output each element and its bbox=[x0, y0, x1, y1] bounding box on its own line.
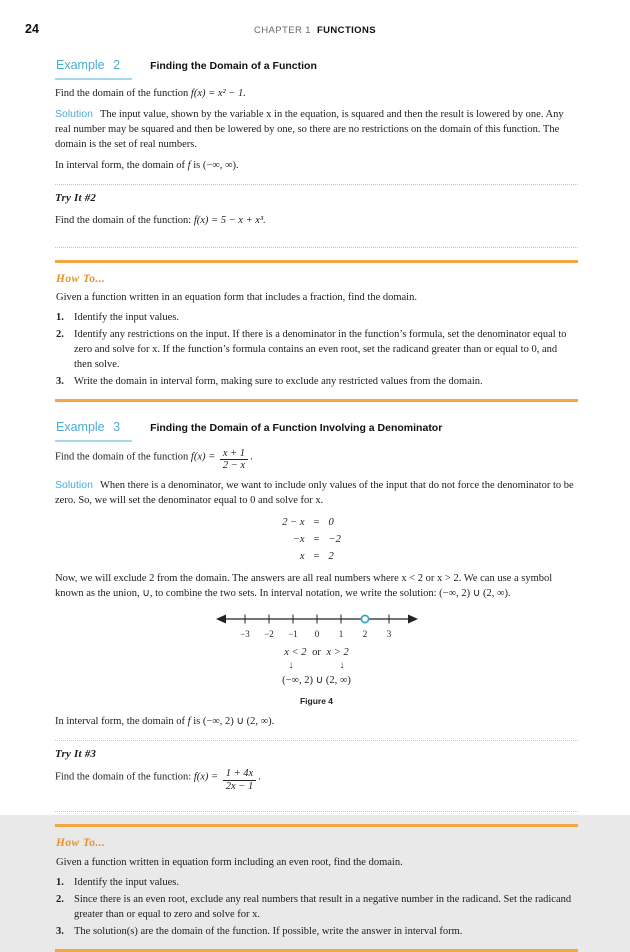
how-to-box-even-root bbox=[55, 824, 578, 951]
problem-formula: f(x) = x² − 1. bbox=[190, 87, 246, 99]
how-to-intro: Given a function written in an equation form that includes a fraction, find the domain. bbox=[56, 292, 417, 304]
problem-formula-lead: f(x) = bbox=[190, 451, 216, 463]
page-number: 24 bbox=[25, 22, 39, 36]
down-arrow-icon: ↓ bbox=[288, 660, 294, 672]
how-to-step bbox=[56, 374, 577, 389]
dotted-divider bbox=[55, 811, 578, 812]
tick-label: 3 bbox=[386, 629, 391, 640]
chapter-heading bbox=[0, 25, 630, 36]
step-text: Identify the input values. bbox=[74, 876, 179, 888]
chapter-title: FUNCTIONS bbox=[316, 25, 376, 36]
step-number: 3. bbox=[56, 925, 64, 937]
step-number: 1. bbox=[56, 312, 64, 324]
tick-label: −1 bbox=[287, 629, 298, 640]
open-point-marker bbox=[361, 616, 368, 623]
how-to-label: How To... bbox=[56, 837, 106, 850]
right-arrowhead bbox=[408, 615, 418, 624]
fraction bbox=[220, 448, 248, 472]
step-number: 2. bbox=[56, 893, 64, 905]
page-header bbox=[0, 0, 630, 36]
page-content bbox=[55, 57, 578, 952]
tick-label: −3 bbox=[239, 629, 250, 640]
step-text: Write the domain in interval form, making sure to exclude any restricted values from the domain. bbox=[74, 376, 483, 388]
fraction bbox=[223, 768, 257, 792]
how-to-steps bbox=[56, 875, 577, 939]
how-to-step bbox=[56, 924, 577, 939]
step-text: Identify the input values. bbox=[74, 312, 179, 324]
fraction-denominator: 2x − 1 bbox=[225, 780, 254, 792]
equation-row: x = 2 bbox=[299, 550, 334, 562]
example-label: Example 2 bbox=[55, 57, 132, 80]
how-to-steps bbox=[56, 310, 577, 389]
tick-label: 0 bbox=[314, 629, 319, 640]
how-to-step bbox=[56, 875, 577, 890]
equation-row: 2 − x = 0 bbox=[282, 517, 334, 528]
figure-caption: Figure 4 bbox=[299, 696, 334, 707]
tick-label: 2 bbox=[362, 629, 367, 640]
fraction-numerator: x + 1 bbox=[220, 448, 248, 461]
how-to-intro: Given a function written in equation form including an even root, find the domain. bbox=[56, 856, 403, 868]
try-it-heading: Try It #3 bbox=[55, 747, 97, 760]
fraction-numerator: 1 + 4x bbox=[223, 768, 257, 781]
example-title: Finding the Domain of a Function bbox=[150, 60, 317, 72]
example-3-heading bbox=[55, 419, 578, 442]
problem-statement: Find the domain of the function f(x) = $\frac{x + 1}{2 - x}$ . bbox=[55, 447, 253, 472]
try-it-3 bbox=[55, 741, 578, 801]
dotted-divider bbox=[55, 247, 578, 248]
left-arrowhead bbox=[216, 615, 226, 624]
step-number: 3. bbox=[56, 376, 64, 388]
example-2-section bbox=[55, 57, 578, 173]
interval-statement: In interval form, the domain of f is (−∞, ∞). bbox=[55, 159, 239, 171]
how-to-step bbox=[56, 327, 577, 372]
equation-row: −x = −2 bbox=[292, 533, 341, 545]
example-2-heading bbox=[55, 57, 578, 80]
solution-paragraph bbox=[55, 478, 578, 508]
number-line-svg bbox=[212, 610, 422, 642]
exclusion-paragraph: Now, we will exclude 2 from the domain. The answers are all real numbers where x < 2 or x > 2. We can use a symbol known as the union, ∪, to combine the two sets. In interval notation, we write the solution: (−∞, 2) ∪ (2, ∞). bbox=[55, 573, 553, 600]
example-title: Finding the Domain of a Function Involving a Denominator bbox=[150, 422, 443, 435]
tick-label: 1 bbox=[338, 629, 343, 640]
equation-steps bbox=[227, 515, 407, 565]
figure-4 bbox=[55, 610, 578, 707]
how-to-step bbox=[56, 310, 577, 325]
try-it-formula-lead: f(x) = bbox=[193, 771, 219, 783]
solution-text: When there is a denominator, we want to include only values of the input that do not force the denominator to be zero. So, we will set the denominator equal to 0 and solve for x. bbox=[55, 480, 574, 506]
try-it-heading: Try It #2 bbox=[55, 191, 97, 204]
problem-statement: Find the domain of the function f(x) = x² − 1. bbox=[55, 87, 246, 99]
step-text: Identify any restrictions on the input. If there is a denominator in the function’s formula, set the denominator equal to zero and solve for x. If the function’s formula contains an even root, set the radicand greater than or equal to 0, and then solve. bbox=[74, 329, 567, 371]
step-number: 1. bbox=[56, 876, 64, 888]
mapping-arrows bbox=[55, 661, 578, 671]
example-label: Example 3 bbox=[55, 419, 132, 442]
down-arrow-icon: ↓ bbox=[339, 660, 345, 672]
solution-label: Solution bbox=[55, 479, 93, 491]
chapter-label: CHAPTER 1 bbox=[254, 25, 311, 36]
example-3-section bbox=[55, 419, 578, 729]
solution-text: The input value, shown by the variable x in the equation, is squared and then the result is lowered by one. Any real number may be squared and then be lowered by one, so there are no restrictions on the domain of this function. The domain is the set of real numbers. bbox=[55, 108, 564, 150]
figure-annotation: x < 2 or x > 2 bbox=[284, 647, 349, 659]
step-text: Since there is an even root, exclude any real numbers that result in a negative number in the radicand. Set the radicand greater than or equal to zero and solve for x. bbox=[74, 893, 572, 920]
try-it-formula: f(x) = 5 − x + x³. bbox=[193, 214, 266, 226]
how-to-label: How To... bbox=[56, 272, 106, 285]
how-to-step bbox=[56, 892, 577, 922]
try-it-2 bbox=[55, 185, 578, 236]
how-to-box-fraction bbox=[55, 260, 578, 402]
solution-set: (−∞, 2) ∪ (2, ∞) bbox=[282, 675, 351, 687]
solution-paragraph bbox=[55, 107, 578, 152]
step-number: 2. bbox=[56, 329, 64, 341]
tick-label: −2 bbox=[263, 629, 274, 640]
step-text: The solution(s) are the domain of the function. If possible, write the answer in interval form. bbox=[74, 925, 463, 937]
try-it-prompt: Find the domain of the function: f(x) = 5 − x + x³. bbox=[55, 214, 266, 226]
try-it-prompt: Find the domain of the function: f(x) = $\frac{1 + 4x}{2x - 1}$ . bbox=[55, 768, 261, 792]
fraction-denominator: 2 − x bbox=[222, 460, 246, 472]
interval-statement: In interval form, the domain of f is (−∞, 2) ∪ (2, ∞). bbox=[55, 715, 275, 727]
solution-label: Solution bbox=[55, 107, 93, 120]
